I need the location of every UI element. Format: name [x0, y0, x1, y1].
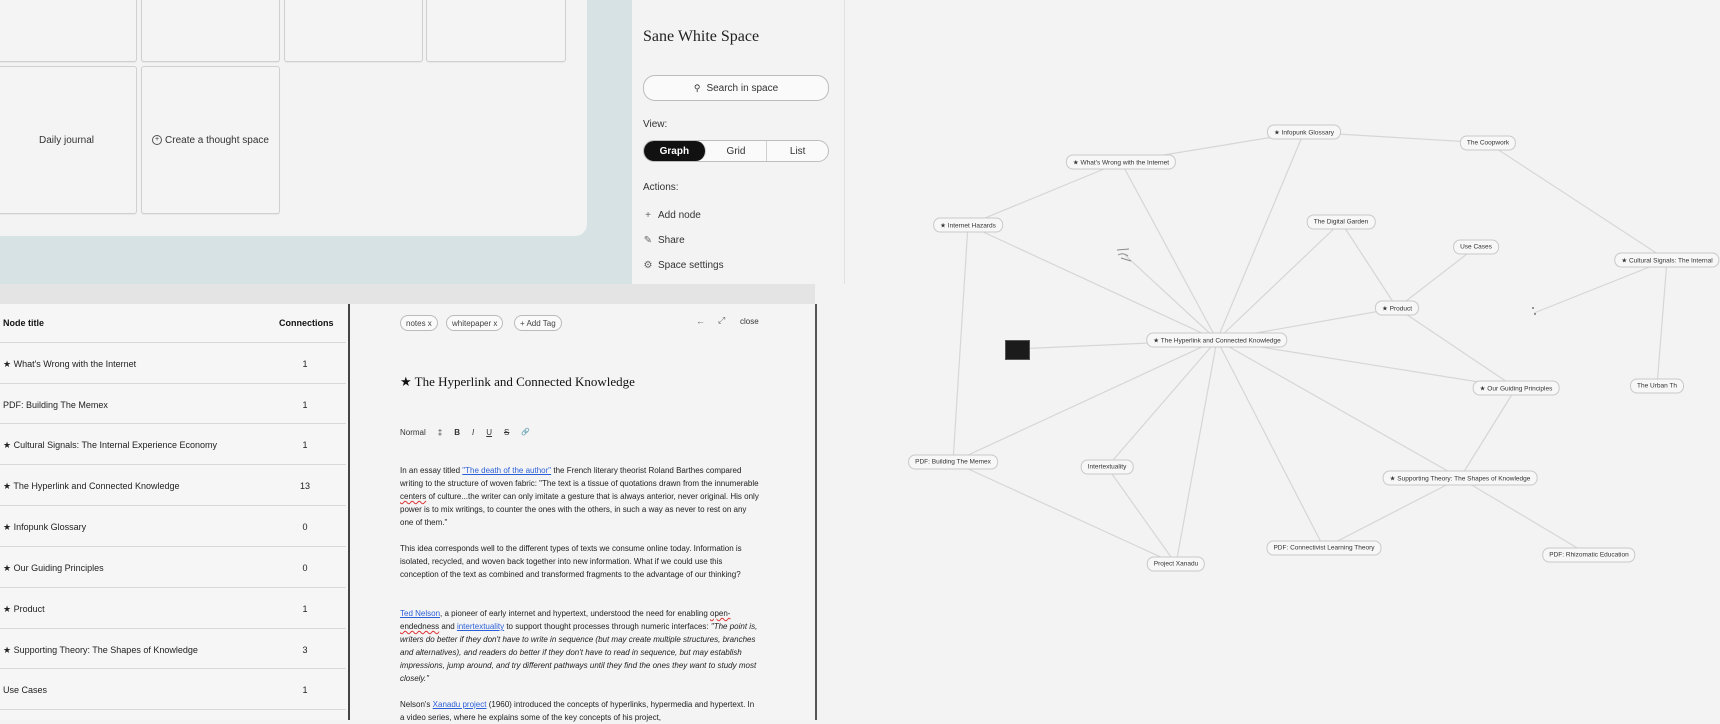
gear-icon: ⚙	[643, 260, 653, 271]
daily-journal-label: Daily journal	[38, 134, 95, 146]
create-space-label: Create a thought space	[165, 134, 269, 146]
row-connections: 1	[302, 359, 308, 369]
document-title[interactable]: ★ The Hyperlink and Connected Knowledge	[400, 374, 635, 389]
col-node-title: Node title	[3, 318, 45, 328]
row-connections: 1	[302, 604, 308, 614]
graph-edge	[1488, 143, 1667, 260]
graph-node-principles[interactable]: ★ Our Guiding Principles	[1473, 381, 1560, 396]
view-grid-option[interactable]: Grid	[706, 141, 768, 161]
actions-label: Actions:	[643, 182, 679, 193]
graph-node-glossary[interactable]: ★ Infopunk Glossary	[1267, 125, 1341, 140]
add-tag-button[interactable]: + Add Tag	[514, 315, 562, 331]
space-card[interactable]	[0, 0, 137, 62]
col-connections: Connections	[279, 318, 334, 328]
graph-edge	[1657, 260, 1667, 386]
row-connections: 0	[302, 522, 308, 532]
graph-node-product[interactable]: ★ Product	[1375, 301, 1419, 316]
italic-button[interactable]: I	[472, 428, 475, 437]
row-connections: 13	[299, 481, 310, 491]
graph-edge	[1217, 132, 1304, 340]
text-run: of culture...the writer can only imitate a gesture that is always anterior, never original. His only power is to mix writings, to counter the ones with the others, in such a way as never to rest on any one of them."	[400, 492, 759, 527]
table-row[interactable]	[0, 383, 346, 424]
graph-edge	[1324, 478, 1460, 548]
row-connections: 1	[302, 685, 308, 695]
space-card[interactable]	[284, 0, 423, 62]
paragraph-4[interactable]	[400, 698, 760, 724]
spaces-grid	[0, 0, 587, 236]
row-title: ★ Product	[3, 604, 45, 614]
table-row[interactable]	[0, 505, 346, 546]
graph-edge	[968, 225, 1217, 340]
xanadu-link[interactable]: Xanadu project	[432, 700, 487, 709]
graph-edge	[953, 462, 1176, 564]
graph-node-connectivist[interactable]: PDF: Connectivist Learning Theory	[1266, 541, 1381, 556]
graph-edge	[1217, 222, 1341, 340]
graph-node-intertext[interactable]: Intertextuality	[1081, 460, 1134, 475]
paragraph-1[interactable]	[400, 464, 760, 529]
graph-node-urban[interactable]: The Urban Th	[1630, 379, 1684, 394]
row-connections: 1	[302, 400, 308, 410]
graph-edge	[1217, 340, 1460, 478]
dots-node[interactable]	[1531, 306, 1537, 320]
tag-whitepaper[interactable]: whitepaper x	[446, 315, 503, 331]
row-title: ★ The Hyperlink and Connected Knowledge	[3, 481, 180, 491]
back-icon[interactable]: ←	[696, 316, 705, 326]
table-row[interactable]	[0, 546, 346, 587]
space-settings-action[interactable]	[643, 260, 724, 271]
search-in-space-button[interactable]	[643, 75, 829, 101]
image-node[interactable]	[1005, 340, 1030, 360]
view-list-option[interactable]: List	[789, 145, 806, 157]
graph-edge	[1176, 340, 1217, 564]
graph-node-memex[interactable]: PDF: Building The Memex	[908, 455, 998, 470]
graph-node-coopwork[interactable]: The Coopwork	[1460, 136, 1516, 151]
row-title: ★ Cultural Signals: The Internal Experience Economy	[3, 440, 218, 450]
add-node-label: Add node	[658, 210, 701, 221]
view-toggle	[643, 140, 829, 162]
table-row[interactable]	[0, 423, 346, 464]
graph-edge	[1107, 340, 1217, 467]
daily-journal-card[interactable]	[0, 66, 137, 214]
text-run: Nelson's	[400, 700, 433, 709]
table-row[interactable]	[0, 464, 346, 505]
nelson-quote: "The point is, writers do better if they don't have to write in sequence (but may create multiple structures, branches and alternatives), and readers do better if they don't have to read in sequence, but may establish impressions, jump around, and try different pathways until they find the ones they want to study most closely."	[400, 622, 758, 683]
plus-icon: +	[645, 210, 651, 221]
space-card[interactable]	[426, 0, 566, 62]
plus-circle-icon: +	[152, 135, 162, 145]
graph-node-cultural[interactable]: ★ Cultural Signals: The Internal	[1614, 253, 1719, 268]
expand-icon[interactable]: ⤢	[718, 315, 726, 325]
essay-link[interactable]: "The death of the author"	[462, 466, 552, 475]
graph-edge	[1397, 247, 1476, 308]
table-row[interactable]	[0, 342, 346, 383]
graph-edge	[1125, 255, 1217, 340]
text-run: the French literary theorist Roland Barthes compared writing to the structure of woven fabric: "The text is a tissue of quotations drawn from the innumerable	[400, 466, 759, 488]
graph-edge	[1534, 260, 1667, 313]
text-run: to support thought processes through numeric interfaces:	[504, 622, 711, 631]
graph-node-wrong[interactable]: ★ What's Wrong with the Internet	[1066, 155, 1176, 170]
graph-edges	[845, 0, 1680, 720]
format-toolbar	[400, 428, 530, 437]
text-run: (1960) introduced the concepts of hyperlinks, hypermedia and hypertext. In a video series, where he explains some of the key concepts of his project,	[400, 700, 755, 722]
text-style-select[interactable]: Normal	[400, 428, 426, 437]
dots-icon	[1531, 306, 1537, 320]
table-row[interactable]	[0, 668, 346, 710]
add-node-action[interactable]	[643, 210, 701, 221]
view-label: View:	[643, 119, 668, 130]
row-connections: 1	[302, 440, 308, 450]
panel-divider	[0, 284, 815, 304]
graph-view[interactable]	[845, 0, 1713, 720]
text-run: In an essay titled	[400, 466, 463, 475]
create-space-card[interactable]	[141, 66, 280, 214]
search-label: Search in space	[706, 82, 779, 94]
node-editor	[350, 304, 817, 720]
text-run: and	[439, 622, 457, 631]
paragraph-2[interactable]: This idea corresponds well to the different types of texts we consume online today. Information is isolated, recycled, and woven back together into new information. What if we could use this conception of the text as combined and transformed fragments to the advantage of our thinking?	[400, 544, 742, 579]
graph-edge	[953, 340, 1217, 462]
graph-edge	[1121, 162, 1217, 340]
sketch-icon	[1115, 246, 1135, 264]
link-icon[interactable]: 🔗	[521, 429, 531, 436]
strikethrough-button[interactable]: S	[504, 428, 510, 437]
graph-edge	[1341, 222, 1397, 308]
table-row[interactable]	[0, 587, 346, 628]
ted-nelson-link[interactable]: Ted Nelson	[400, 609, 441, 618]
graph-node-usecases[interactable]: Use Cases	[1453, 240, 1499, 255]
graph-edge	[1460, 388, 1516, 478]
row-title: ★ Supporting Theory: The Shapes of Knowledge	[3, 645, 198, 655]
row-title: ★ Infopunk Glossary	[3, 522, 87, 532]
paragraph-3[interactable]	[400, 607, 760, 685]
graph-node-garden[interactable]: The Digital Garden	[1307, 215, 1376, 230]
sketch-node[interactable]	[1115, 246, 1135, 264]
graph-node-shapes[interactable]: ★ Supporting Theory: The Shapes of Knowledge	[1383, 471, 1538, 486]
node-table	[0, 304, 350, 720]
share-label: Share	[658, 235, 685, 246]
space-sidebar	[632, 0, 845, 284]
graph-edge	[1397, 308, 1516, 388]
view-graph-option[interactable]: Graph	[644, 141, 706, 161]
close-button[interactable]: close	[740, 317, 759, 326]
graph-edge	[1460, 478, 1589, 555]
tag-notes[interactable]: notes x	[400, 315, 438, 331]
search-icon: ⚲	[693, 82, 701, 93]
row-title: ★ What's Wrong with the Internet	[3, 359, 137, 369]
row-title: Use Cases	[3, 685, 48, 695]
graph-edge	[953, 225, 968, 462]
row-connections: 3	[302, 645, 308, 655]
text-run: , a pioneer of early internet and hypertext, understood the need for enabling	[440, 609, 710, 618]
space-title: Sane White Space	[643, 28, 760, 45]
row-title: ★ Our Guiding Principles	[3, 563, 104, 573]
intertextuality-link[interactable]: intertextuality	[456, 622, 505, 631]
graph-node-hyperlink[interactable]: ★ The Hyperlink and Connected Knowledge	[1146, 333, 1287, 348]
graph-node-hazards[interactable]: ★ Internet Hazards	[933, 218, 1003, 233]
graph-edge	[1107, 467, 1176, 564]
share-action[interactable]	[643, 235, 685, 246]
graph-node-xanadu[interactable]: Project Xanadu	[1147, 557, 1205, 572]
graph-node-rhizomatic[interactable]: PDF: Rhizomatic Education	[1542, 548, 1635, 563]
row-connections: 0	[302, 563, 308, 573]
text-size-icon[interactable]: ‡	[437, 428, 443, 437]
graph-edge	[968, 162, 1121, 225]
table-row[interactable]	[0, 628, 346, 669]
row-title: PDF: Building The Memex	[3, 400, 108, 410]
pencil-icon: ✎	[643, 235, 653, 246]
space-card[interactable]	[141, 0, 280, 62]
space-settings-label: Space settings	[658, 260, 724, 271]
graph-edge	[1217, 340, 1324, 548]
misspelled-word: centers	[400, 492, 427, 501]
underline-button[interactable]: U	[486, 428, 493, 437]
misspelled-word: open-endedness	[400, 609, 731, 631]
bold-button[interactable]: B	[454, 428, 461, 437]
